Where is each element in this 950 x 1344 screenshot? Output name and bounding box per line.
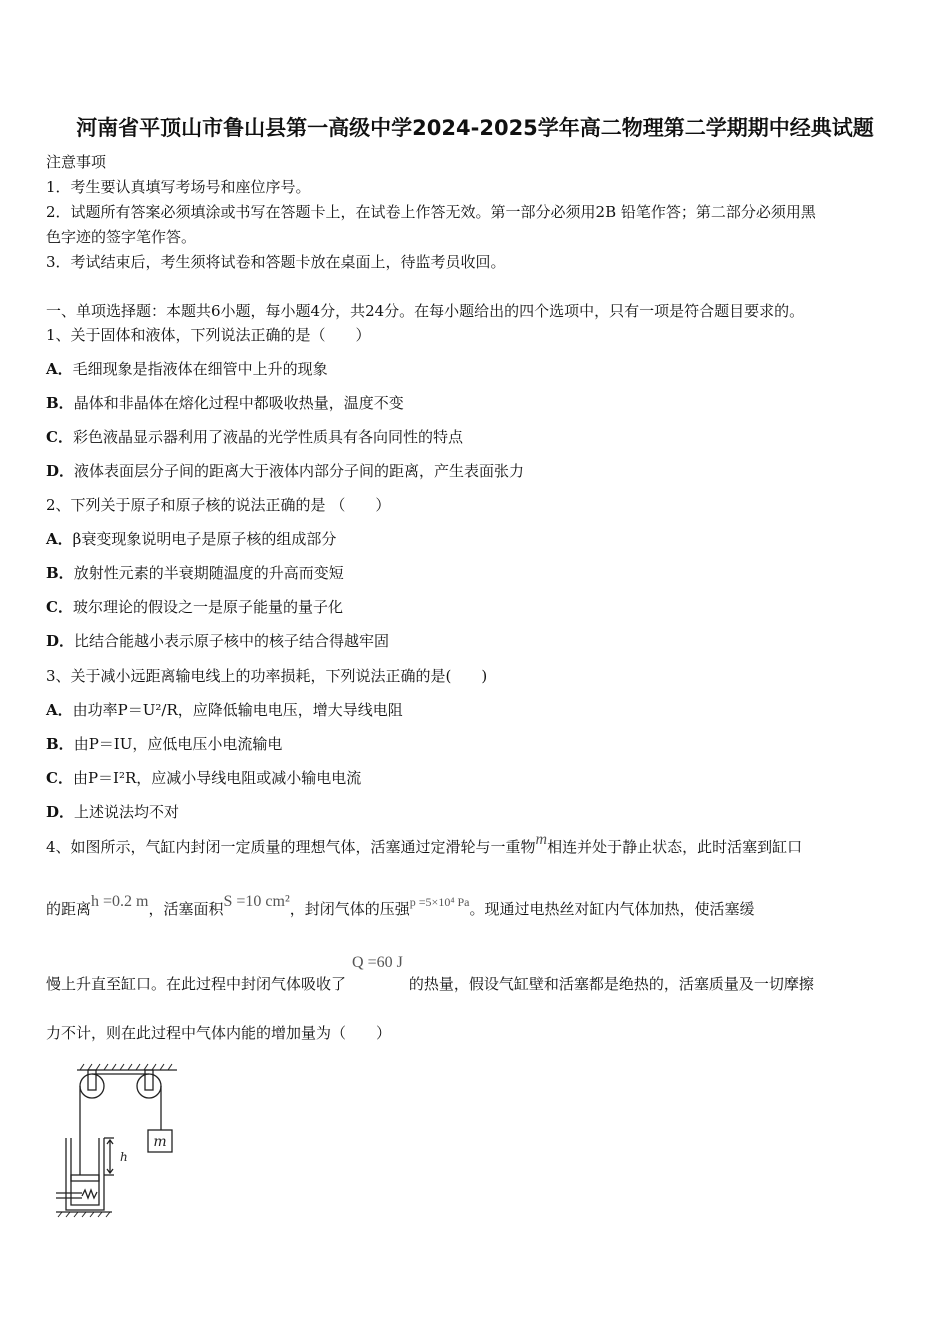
cylinder-pulley-figure (52, 1058, 182, 1218)
notice-item: 3．考试结束后，考生须将试卷和答题卡放在桌面上，待监考员收回。 (46, 253, 506, 271)
option (46, 359, 328, 379)
notice-heading: 注意事项 (46, 153, 107, 171)
option-letter: D． (46, 803, 75, 821)
option-text: 液体表面层分子间的距离大于液体内部分子间的距离，产生表面张力 (74, 462, 525, 480)
text: ，活塞面积 (148, 900, 224, 918)
question-4-line (46, 893, 755, 920)
math-s: S =10 cm² (223, 893, 290, 910)
option (46, 427, 463, 447)
option (46, 802, 179, 822)
option-text: 玻尔理论的假设之一是原子能量的量子化 (72, 598, 343, 616)
math-q: Q =60 J (352, 954, 403, 971)
option-letter: A． (46, 360, 73, 378)
option-text: 上述说法均不对 (74, 803, 180, 821)
h-label: h (120, 1150, 128, 1164)
text: ，封闭气体的压强 (289, 900, 410, 918)
option-letter: C． (46, 598, 73, 616)
option (46, 393, 404, 413)
question-4-line (46, 831, 803, 858)
option-letter: B． (46, 394, 74, 412)
pulley-left (80, 1074, 104, 1098)
text: 相连并处于静止状态，此时活塞到缸口 (547, 838, 803, 856)
option (46, 461, 524, 481)
option-letter: A． (46, 530, 73, 548)
option-text: β衰变现象说明电子是原子核的组成部分 (72, 530, 337, 548)
option-letter: D． (46, 462, 75, 480)
option-letter: B． (46, 564, 74, 582)
math-m: m (535, 831, 548, 848)
option (46, 631, 389, 651)
question-4-line (46, 954, 814, 995)
text: 的热量，假设气缸壁和活塞都是绝热的，活塞质量及一切摩擦 (408, 975, 814, 993)
notice-item: 色字迹的签字笔作答。 (46, 228, 197, 246)
weight-label: m (153, 1134, 167, 1150)
option (46, 529, 336, 549)
page-title: 河南省平顶山市鲁山县第一高级中学2024-2025学年高二物理第二学期期中经典试题 (76, 116, 874, 140)
option-text: 放射性元素的半衰期随温度的升高而变短 (73, 564, 344, 582)
text: 的距离 (46, 900, 92, 918)
option-text: 比结合能越小表示原子核中的核子结合得越牢固 (74, 632, 390, 650)
option-letter: D． (46, 632, 75, 650)
question-stem: 3、关于减小远距离输电线上的功率损耗，下列说法正确的是( ) (46, 667, 488, 685)
math-h: h =0.2 m (91, 893, 149, 910)
option (46, 597, 343, 617)
option (46, 563, 344, 583)
option-text: 晶体和非晶体在熔化过程中都吸收热量，温度不变 (73, 394, 404, 412)
option-letter: A． (46, 701, 73, 719)
option-text: 毛细现象是指液体在细管中上升的现象 (72, 360, 328, 378)
option-text: 彩色液晶显示器利用了液晶的光学性质具有各向同性的特点 (72, 428, 463, 446)
text: 。现通过电热丝对缸内气体加热，使活塞缓 (469, 900, 755, 918)
pulley-right (137, 1074, 161, 1098)
question-stem: 1、关于固体和液体，下列说法正确的是（ ） (46, 326, 371, 344)
section-heading: 一、单项选择题：本题共6小题，每小题4分，共24分。在每小题给出的四个选项中，只有一项是符合题目要求的。 (46, 302, 805, 320)
option-letter: B． (46, 735, 74, 753)
question-4-line: 力不计，则在此过程中气体内能的增加量为（ ） (46, 1024, 392, 1042)
option (46, 734, 282, 754)
text: 4、如图所示，气缸内封闭一定质量的理想气体，活塞通过定滑轮与一重物 (46, 838, 536, 856)
option-text: 由P＝I²R，应减小导线电阻或减小输电电流 (72, 769, 362, 787)
notice-item: 2．试题所有答案必须填涂或书写在答题卡上，在试卷上作答无效。第一部分必须用2B 铅笔作答；第二部分必须用黑 (46, 203, 816, 221)
question-stem: 2、下列关于原子和原子核的说法正确的是 （ ） (46, 496, 391, 514)
option-text: 由功率P＝U²/R，应降低输电电压，增大导线电阻 (72, 701, 403, 719)
math-p: p =5×10⁴ Pa (409, 895, 470, 909)
option-text: 由P＝IU，应低电压小电流输电 (73, 735, 283, 753)
option-letter: C． (46, 769, 73, 787)
notice-item: 1．考生要认真填写考场号和座位序号。 (46, 178, 311, 196)
option-letter: C． (46, 428, 73, 446)
option (46, 700, 403, 720)
text: 慢上升直至缸口。在此过程中封闭气体吸收了 (46, 975, 347, 993)
option (46, 768, 361, 788)
